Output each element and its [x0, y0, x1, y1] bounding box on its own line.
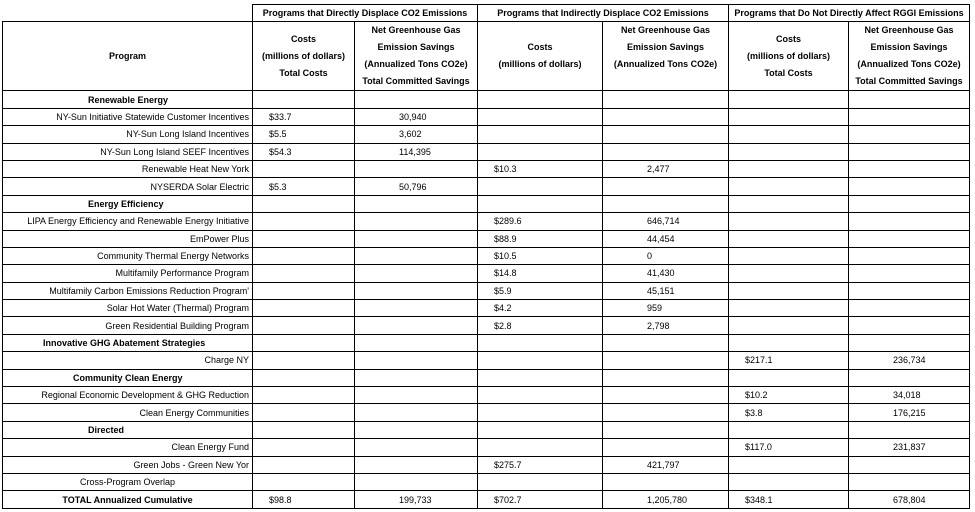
indirect-cost-cell: $14.8 [478, 265, 603, 282]
direct-cost-cell [253, 230, 355, 247]
table-row [3, 213, 970, 230]
program-name: Community Thermal Energy Networks [3, 247, 253, 264]
group-direct: Programs that Directly Displace CO2 Emissions [253, 5, 478, 22]
noaffect-savings-cell: 34,018 [849, 387, 970, 404]
program-name: NYSERDA Solar Electric [3, 178, 253, 195]
table-row [3, 265, 970, 282]
noaffect-savings-cell [849, 143, 970, 160]
direct-cost-cell [253, 387, 355, 404]
indirect-cost-cell: $289.6 [478, 213, 603, 230]
noaffect-cost-cell [729, 247, 849, 264]
noaffect-savings-cell: 678,804 [849, 491, 970, 508]
noaffect-savings-header [849, 22, 970, 91]
group-header-row [3, 5, 970, 22]
indirect-cost-cell [478, 421, 603, 438]
indirect-savings-cell [603, 178, 729, 195]
table-row [3, 439, 970, 456]
indirect-savings-cell [603, 352, 729, 369]
section-label: Community Clean Energy [3, 369, 253, 386]
noaffect-savings-cell [849, 91, 970, 108]
noaffect-savings-cell [849, 247, 970, 264]
indirect-savings-cell: 44,454 [603, 230, 729, 247]
indirect-savings-cell [603, 143, 729, 160]
indirect-cost-cell: $2.8 [478, 317, 603, 334]
table-row [3, 317, 970, 334]
direct-cost-cell: $5.5 [253, 126, 355, 143]
direct-cost-cell [253, 265, 355, 282]
direct-cost-cell: $54.3 [253, 143, 355, 160]
direct-cost-header-line1: Costs [290, 33, 316, 44]
direct-savings-cell [355, 230, 478, 247]
direct-savings-cell [355, 213, 478, 230]
indirect-cost-cell [478, 91, 603, 108]
indirect-savings-cell [603, 108, 729, 125]
noaffect-savings-cell [849, 421, 970, 438]
direct-cost-cell [253, 334, 355, 351]
noaffect-savings-cell: 231,837 [849, 439, 970, 456]
program-name: Clean Energy Communities [3, 404, 253, 421]
direct-savings-cell [355, 195, 478, 212]
program-name: Renewable Heat New York [3, 160, 253, 177]
indirect-cost-cell [478, 387, 603, 404]
program-name: Solar Hot Water (Thermal) Program [3, 300, 253, 317]
direct-savings-cell [355, 421, 478, 438]
direct-savings-header [355, 22, 478, 91]
indirect-savings-cell [603, 387, 729, 404]
indirect-savings-cell: 2,477 [603, 160, 729, 177]
direct-savings-cell [355, 247, 478, 264]
program-name: Multifamily Carbon Emissions Reduction Program' [3, 282, 253, 299]
indirect-savings-cell [603, 334, 729, 351]
direct-cost-cell [253, 473, 355, 490]
noaffect-cost-cell: $3.8 [729, 404, 849, 421]
program-name: Clean Energy Fund [3, 439, 253, 456]
direct-savings-cell [355, 387, 478, 404]
noaffect-cost-cell [729, 421, 849, 438]
direct-cost-cell [253, 439, 355, 456]
program-name: Cross-Program Overlap [3, 473, 253, 490]
direct-savings-cell [355, 160, 478, 177]
noaffect-savings-cell [849, 195, 970, 212]
noaffect-savings-cell [849, 230, 970, 247]
table-row [3, 387, 970, 404]
section-label: Energy Efficiency [3, 195, 253, 212]
indirect-cost-cell: $88.9 [478, 230, 603, 247]
indirect-savings-cell: 646,714 [603, 213, 729, 230]
table-row [3, 352, 970, 369]
noaffect-savings-cell [849, 300, 970, 317]
noaffect-savings-header-line4: Total Committed Savings [855, 76, 963, 87]
direct-cost-cell: $33.7 [253, 108, 355, 125]
noaffect-savings-cell [849, 282, 970, 299]
direct-savings-cell: 114,395 [355, 143, 478, 160]
direct-cost-cell [253, 91, 355, 108]
noaffect-cost-header [729, 22, 849, 91]
noaffect-cost-cell [729, 317, 849, 334]
indirect-cost-cell: $5.9 [478, 282, 603, 299]
direct-cost-cell [253, 160, 355, 177]
direct-cost-cell [253, 282, 355, 299]
indirect-cost-cell [478, 352, 603, 369]
indirect-cost-header [478, 22, 603, 91]
table-row [3, 300, 970, 317]
indirect-cost-cell [478, 334, 603, 351]
program-name: Charge NY [3, 352, 253, 369]
noaffect-savings-cell [849, 213, 970, 230]
noaffect-savings-cell [849, 334, 970, 351]
indirect-savings-header-line1: Net Greenhouse Gas [620, 25, 711, 36]
direct-cost-header-line3: Total Costs [279, 67, 328, 78]
noaffect-savings-cell: 176,215 [849, 404, 970, 421]
noaffect-cost-cell [729, 300, 849, 317]
indirect-cost-cell [478, 369, 603, 386]
direct-savings-cell [355, 317, 478, 334]
program-header: Program [3, 22, 253, 91]
table-row [3, 473, 970, 490]
indirect-savings-cell [603, 439, 729, 456]
indirect-cost-cell: $275.7 [478, 456, 603, 473]
noaffect-cost-cell [729, 456, 849, 473]
noaffect-cost-header-line3: Total Costs [764, 67, 813, 78]
direct-cost-cell [253, 247, 355, 264]
indirect-cost-cell: $4.2 [478, 300, 603, 317]
table-row [3, 456, 970, 473]
direct-cost-cell: $5.3 [253, 178, 355, 195]
noaffect-savings-cell [849, 473, 970, 490]
noaffect-savings-cell [849, 160, 970, 177]
noaffect-cost-cell [729, 334, 849, 351]
direct-savings-cell: 3,602 [355, 126, 478, 143]
noaffect-cost-cell [729, 369, 849, 386]
noaffect-savings-cell [849, 178, 970, 195]
direct-savings-cell [355, 473, 478, 490]
direct-savings-cell [355, 369, 478, 386]
direct-savings-cell [355, 456, 478, 473]
indirect-savings-cell [603, 369, 729, 386]
table-row [3, 404, 970, 421]
indirect-savings-cell [603, 404, 729, 421]
direct-savings-cell [355, 300, 478, 317]
noaffect-cost-cell [729, 178, 849, 195]
indirect-cost-cell [478, 473, 603, 490]
direct-savings-header-line2: Emission Savings [377, 42, 455, 53]
direct-cost-header [253, 22, 355, 91]
noaffect-cost-cell [729, 91, 849, 108]
indirect-cost-cell: $10.3 [478, 160, 603, 177]
indirect-cost-header-line2: (millions of dollars) [498, 59, 582, 70]
table-row [3, 178, 970, 195]
direct-cost-cell [253, 300, 355, 317]
indirect-cost-cell [478, 404, 603, 421]
direct-savings-cell [355, 282, 478, 299]
direct-savings-cell: 50,796 [355, 178, 478, 195]
noaffect-cost-cell [729, 160, 849, 177]
direct-savings-cell [355, 91, 478, 108]
indirect-cost-cell [478, 178, 603, 195]
noaffect-cost-cell [729, 473, 849, 490]
indirect-savings-cell: 41,430 [603, 265, 729, 282]
noaffect-cost-cell [729, 143, 849, 160]
program-name: Green Jobs - Green New Yor [3, 456, 253, 473]
noaffect-cost-cell [729, 265, 849, 282]
direct-savings-header-line4: Total Committed Savings [362, 76, 470, 87]
section-label: Renewable Energy [3, 91, 253, 108]
noaffect-cost-header-line2: (millions of dollars) [746, 50, 830, 61]
direct-savings-header-line3: (Annualized Tons CO2e) [364, 59, 468, 70]
table-row [3, 126, 970, 143]
noaffect-cost-cell [729, 195, 849, 212]
noaffect-savings-cell [849, 369, 970, 386]
group-indirect: Programs that Indirectly Displace CO2 Emissions [478, 5, 729, 22]
section-row [3, 91, 970, 108]
noaffect-cost-cell [729, 126, 849, 143]
direct-cost-cell: $98.8 [253, 491, 355, 508]
direct-cost-cell [253, 369, 355, 386]
indirect-savings-cell [603, 421, 729, 438]
indirect-savings-cell: 2,798 [603, 317, 729, 334]
direct-savings-cell [355, 334, 478, 351]
table-row [3, 282, 970, 299]
program-name: NY-Sun Initiative Statewide Customer Incentives [3, 108, 253, 125]
noaffect-savings-header-line2: Emission Savings [870, 42, 948, 53]
indirect-cost-cell [478, 126, 603, 143]
noaffect-savings-header-line3: (Annualized Tons CO2e) [857, 59, 961, 70]
indirect-savings-cell: 45,151 [603, 282, 729, 299]
blank-corner [3, 5, 253, 22]
noaffect-savings-header-line1: Net Greenhouse Gas [864, 25, 954, 36]
direct-savings-header-line1: Net Greenhouse Gas [371, 25, 461, 36]
section-row [3, 195, 970, 212]
noaffect-savings-cell [849, 456, 970, 473]
noaffect-cost-cell [729, 230, 849, 247]
section-label: Innovative GHG Abatement Strategies [3, 334, 253, 351]
column-header-row [3, 22, 970, 91]
direct-cost-header-line2: (millions of dollars) [261, 50, 345, 61]
direct-cost-cell [253, 195, 355, 212]
table-row [3, 247, 970, 264]
table-row [3, 108, 970, 125]
direct-cost-cell [253, 352, 355, 369]
indirect-savings-cell: 959 [603, 300, 729, 317]
program-name: LIPA Energy Efficiency and Renewable Energy Initiative [3, 213, 253, 230]
program-name: EmPower Plus [3, 230, 253, 247]
noaffect-savings-cell [849, 108, 970, 125]
program-name: Multifamily Performance Program [3, 265, 253, 282]
indirect-savings-header [603, 22, 729, 91]
direct-savings-cell [355, 439, 478, 456]
direct-savings-cell [355, 352, 478, 369]
total-row [3, 491, 970, 508]
total-label: TOTAL Annualized Cumulative [3, 491, 253, 508]
direct-cost-cell [253, 317, 355, 334]
direct-cost-cell [253, 456, 355, 473]
section-row [3, 421, 970, 438]
indirect-cost-cell [478, 143, 603, 160]
direct-cost-cell [253, 213, 355, 230]
rggi-programs-table [2, 4, 970, 509]
direct-savings-cell: 199,733 [355, 491, 478, 508]
indirect-cost-cell [478, 108, 603, 125]
direct-savings-cell: 30,940 [355, 108, 478, 125]
program-name: NY-Sun Long Island SEEF Incentives [3, 143, 253, 160]
indirect-cost-cell [478, 195, 603, 212]
direct-cost-cell [253, 421, 355, 438]
noaffect-cost-cell: $117.0 [729, 439, 849, 456]
indirect-cost-cell [478, 439, 603, 456]
section-label: Directed [3, 421, 253, 438]
noaffect-savings-cell [849, 265, 970, 282]
table-row [3, 143, 970, 160]
direct-savings-cell [355, 404, 478, 421]
section-row [3, 334, 970, 351]
table-row [3, 160, 970, 177]
direct-savings-cell [355, 265, 478, 282]
indirect-savings-header-line3: (Annualized Tons CO2e) [613, 59, 718, 70]
direct-cost-cell [253, 404, 355, 421]
noaffect-savings-cell: 236,734 [849, 352, 970, 369]
indirect-savings-cell [603, 473, 729, 490]
noaffect-cost-cell: $348.1 [729, 491, 849, 508]
noaffect-cost-header-line1: Costs [775, 33, 801, 44]
indirect-cost-header-line1: Costs [527, 42, 553, 53]
indirect-savings-header-line2: Emission Savings [626, 42, 705, 53]
indirect-savings-cell: 421,797 [603, 456, 729, 473]
indirect-savings-cell: 1,205,780 [603, 491, 729, 508]
indirect-savings-cell [603, 195, 729, 212]
program-name: Green Residential Building Program [3, 317, 253, 334]
noaffect-cost-cell [729, 213, 849, 230]
indirect-cost-cell: $10.5 [478, 247, 603, 264]
indirect-savings-cell [603, 91, 729, 108]
noaffect-savings-cell [849, 317, 970, 334]
indirect-savings-cell [603, 126, 729, 143]
noaffect-cost-cell [729, 108, 849, 125]
noaffect-cost-cell: $10.2 [729, 387, 849, 404]
program-name: NY-Sun Long Island Incentives [3, 126, 253, 143]
section-row [3, 369, 970, 386]
group-no-affect: Programs that Do Not Directly Affect RGGI Emissions [729, 5, 970, 22]
indirect-cost-cell: $702.7 [478, 491, 603, 508]
program-name: Regional Economic Development & GHG Reduction [3, 387, 253, 404]
indirect-savings-cell: 0 [603, 247, 729, 264]
noaffect-cost-cell [729, 282, 849, 299]
noaffect-cost-cell: $217.1 [729, 352, 849, 369]
noaffect-savings-cell [849, 126, 970, 143]
table-row [3, 230, 970, 247]
